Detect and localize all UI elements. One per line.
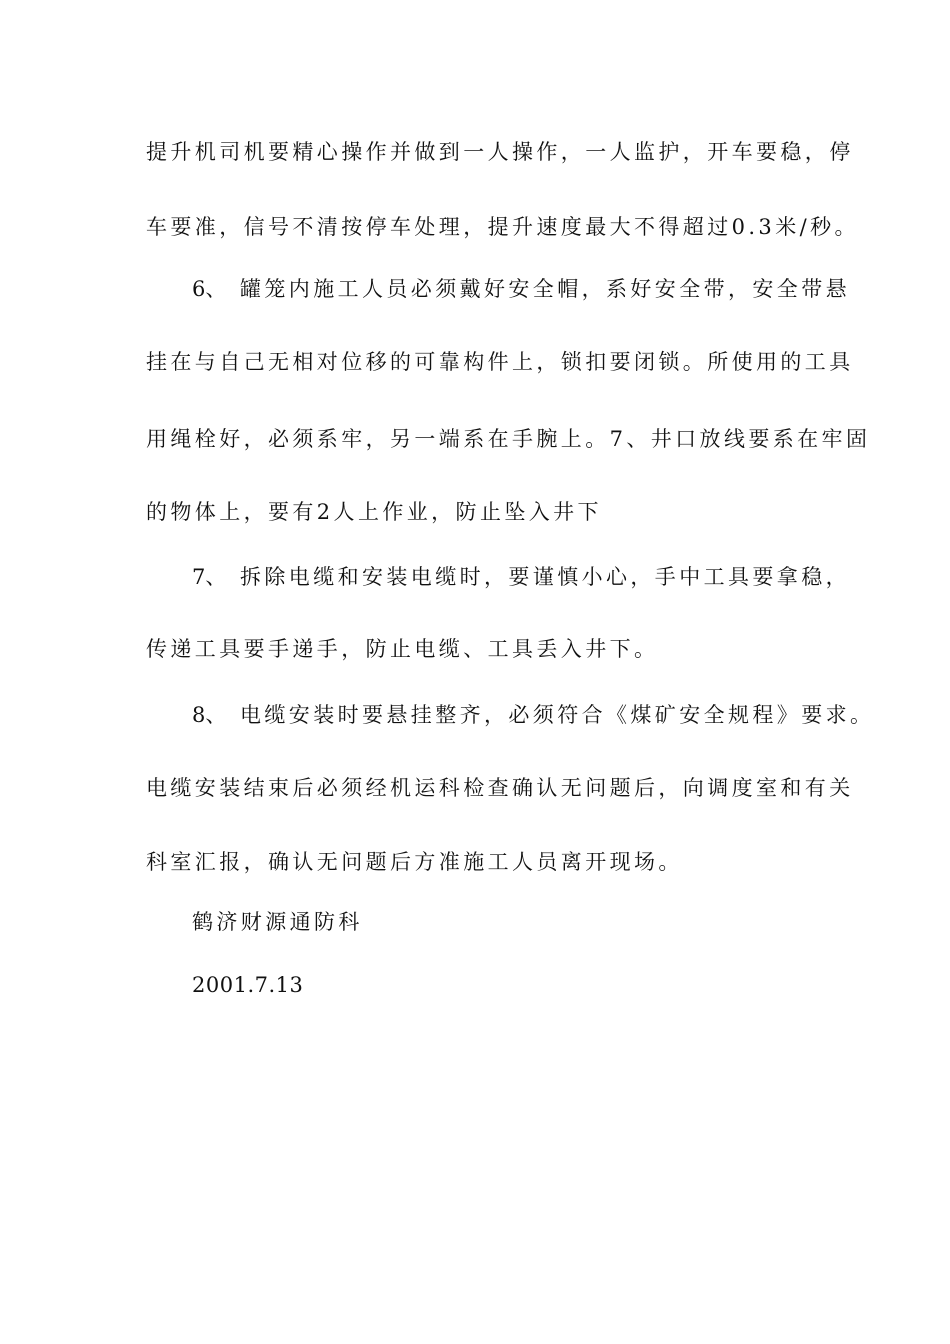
item-6-number: 6、 <box>192 277 227 301</box>
item-8-number: 8、 <box>192 703 227 727</box>
paragraph-1-line-1: 提升机司机要精心操作并做到一人操作，一人监护，开车要稳，停 <box>146 140 854 164</box>
item-6-line-3: 用绳栓好，必须系牢，另一端系在手腕上。7、井口放线要系在牢固 <box>146 427 871 451</box>
item-8-line-2: 电缆安装结束后必须经机运科检查确认无问题后，向调度室和有关 <box>146 776 854 800</box>
item-6-line-4: 的物体上，要有2人上作业，防止坠入井下 <box>146 500 602 524</box>
item-7-text: 拆除电缆和安装电缆时，要谨慎小心，手中工具要拿稳， <box>240 565 850 589</box>
item-6-text: 罐笼内施工人员必须戴好安全帽，系好安全带，安全带悬 <box>240 277 850 301</box>
item-8-line-3: 科室汇报，确认无问题后方准施工人员离开现场。 <box>146 850 683 874</box>
signature-department: 鹤济财源通防科 <box>192 910 363 934</box>
item-8-text: 电缆安装时要悬挂整齐，必须符合《煤矿安全规程》要求。 <box>240 703 875 727</box>
item-7-number: 7、 <box>192 565 227 589</box>
signature-date: 2001.7.13 <box>192 973 304 997</box>
item-7-line-2: 传递工具要手递手，防止电缆、工具丢入井下。 <box>146 637 659 661</box>
item-6-line-2: 挂在与自己无相对位移的可靠构件上，锁扣要闭锁。所使用的工具 <box>146 350 854 374</box>
paragraph-1-line-2: 车要准，信号不清按停车处理，提升速度最大不得超过0.3米/秒。 <box>146 215 859 239</box>
item-6-line-1 <box>192 274 850 304</box>
item-7-line-1 <box>192 562 850 592</box>
item-8-line-1 <box>192 700 874 730</box>
